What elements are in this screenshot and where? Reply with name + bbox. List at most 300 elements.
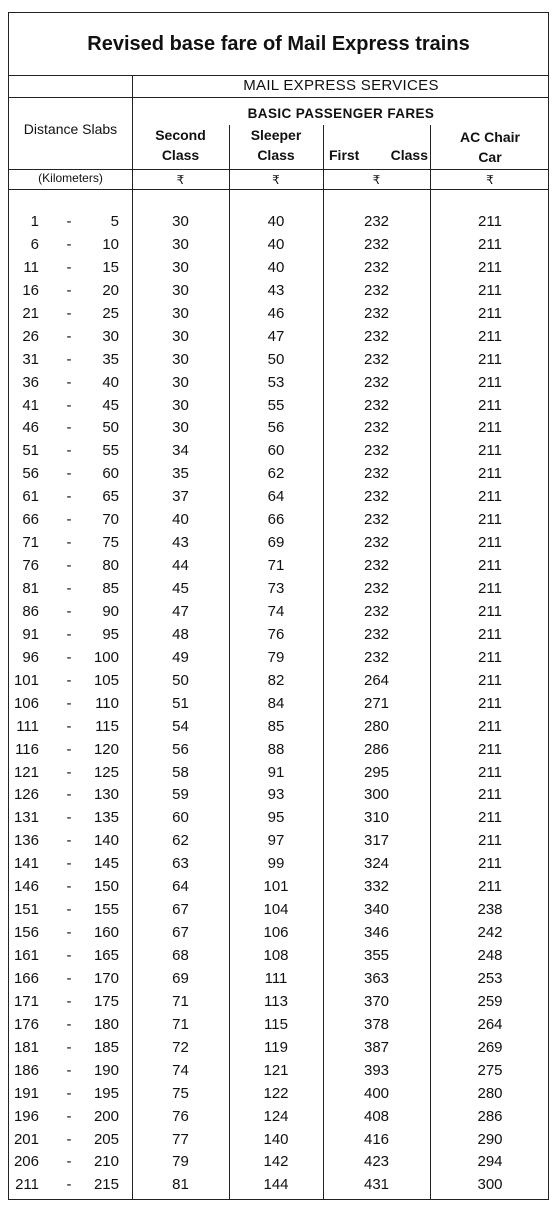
fare-first: 355 [363,947,390,964]
slab-to: 145 [93,855,119,873]
fare-second: 67 [172,924,189,942]
fare-sleeper: 140 [263,1130,289,1148]
table-row [9,624,548,647]
fare-sleeper: 46 [267,304,285,322]
fare-first: 232 [363,213,390,230]
subgroup-header: BASIC PASSENGER FARES [247,106,435,121]
slab-to: 25 [102,304,119,322]
fare-sleeper: 144 [263,1176,289,1194]
slab-to: 120 [93,740,119,758]
table-row [9,762,548,785]
table-row [9,326,548,349]
fare-ac-chair: 211 [478,281,502,299]
fare-ac-chair: 259 [477,992,503,1010]
slab-to: 190 [93,1061,119,1079]
table-row [9,647,548,670]
fare-second: 69 [172,969,189,987]
fare-second: 30 [172,304,189,322]
fare-second: 62 [172,832,189,850]
table-row [9,1174,548,1197]
slab-to: 205 [93,1130,119,1148]
table-row [9,784,548,807]
table-row [9,1083,548,1106]
slab-to: 105 [93,671,119,689]
slab-to: 165 [93,947,119,964]
fare-sleeper: 69 [267,534,285,552]
rupee-sleeper: ₹ [272,173,280,187]
fare-second: 40 [172,511,189,529]
fare-sleeper: 47 [267,327,285,345]
slab-to: 5 [110,213,119,230]
fare-second: 72 [172,1038,189,1056]
fare-second: 54 [172,717,189,735]
table-row [9,303,548,326]
fare-second: 58 [172,763,189,781]
rupee-second: ₹ [176,173,185,187]
fare-first: 232 [363,625,390,643]
slab-to: 95 [102,625,119,643]
fare-second: 48 [172,625,189,643]
table-row [9,739,548,762]
fare-ac-chair: 211 [478,396,502,414]
table-row [9,440,548,463]
fare-ac-chair: 211 [478,832,502,850]
fare-ac-chair: 253 [477,969,503,987]
fare-first: 317 [363,832,390,850]
slab-from: 196 [13,1107,39,1125]
range-dash: - [66,671,72,689]
range-dash: - [66,213,72,230]
fare-second: 79 [172,1153,189,1171]
table-row [9,1037,548,1060]
slab-to: 200 [93,1107,119,1125]
range-dash: - [66,419,72,437]
slab-from: 201 [13,1130,39,1148]
range-dash: - [66,1015,72,1033]
table-row [9,372,548,395]
range-dash: - [66,465,72,483]
fare-second: 30 [172,213,189,230]
fare-sleeper: 62 [267,465,285,483]
range-dash: - [66,373,72,391]
fare-first: 370 [363,992,390,1010]
slab-to: 55 [102,442,119,460]
slab-to: 30 [102,327,119,345]
fare-ac-chair: 211 [478,855,502,873]
divider-h3 [9,189,548,190]
fare-sleeper: 88 [267,740,285,758]
fare-sleeper: 97 [267,832,285,850]
divider-h2 [9,169,548,170]
slab-to: 60 [102,465,119,483]
fare-second: 30 [172,235,189,253]
table-row [9,395,548,418]
slab-to: 85 [102,580,119,597]
fare-ac-chair: 248 [477,947,503,964]
fare-first: 232 [363,534,390,552]
table-row [9,532,548,555]
slab-from: 211 [15,1176,39,1194]
slab-from: 156 [13,924,39,942]
fare-first: 324 [363,855,390,873]
range-dash: - [66,648,72,666]
slab-to: 20 [102,281,119,299]
slab-to: 150 [93,878,119,896]
fare-ac-chair: 300 [477,1176,503,1194]
fare-second: 77 [172,1130,189,1148]
fare-ac-chair: 211 [478,488,502,506]
fare-ac-chair: 211 [478,327,502,345]
page-title: Revised base fare of Mail Express trains [9,13,548,76]
fare-ac-chair: 211 [478,809,502,827]
fare-ac-chair: 211 [478,304,502,322]
fare-second: 43 [172,534,189,552]
table-row [9,1151,548,1174]
range-dash: - [66,1176,72,1194]
fare-sleeper: 79 [267,648,285,666]
table-row [9,1129,548,1152]
slab-from: 76 [22,557,39,575]
table-row [9,211,548,234]
slab-from: 111 [16,717,39,735]
rupee-first: ₹ [372,173,381,187]
slab-to: 10 [102,235,119,253]
fare-ac-chair: 280 [477,1084,503,1102]
slab-to: 90 [102,602,119,620]
fare-sleeper: 85 [267,717,285,735]
fare-sleeper: 73 [267,580,285,597]
fare-sleeper: 99 [267,855,285,873]
slab-to: 170 [93,969,119,987]
fare-sleeper: 93 [267,786,285,804]
range-dash: - [66,1061,72,1079]
fare-second: 34 [172,442,189,460]
slab-from: 101 [13,671,39,689]
slab-to: 130 [93,786,119,804]
range-dash: - [66,763,72,781]
range-dash: - [66,878,72,896]
table-row [9,830,548,853]
fare-ac-chair: 211 [478,373,502,391]
fare-second: 68 [172,947,189,964]
fare-second: 50 [172,671,189,689]
range-dash: - [66,901,72,919]
range-dash: - [66,396,72,414]
fare-sleeper: 104 [263,901,289,919]
slab-from: 21 [22,304,39,322]
fare-first: 332 [363,878,390,896]
table-row [9,670,548,693]
fare-sleeper: 82 [267,671,285,689]
col-first-line2: Class [390,147,428,163]
fare-second: 30 [172,281,189,299]
divider-h1-left [9,97,132,98]
rupee-ac: ₹ [486,173,494,187]
range-dash: - [66,534,72,552]
slab-from: 26 [22,327,39,345]
slab-from: 161 [13,947,39,964]
slab-from: 41 [22,396,39,414]
fare-first: 295 [363,763,390,781]
slab-to: 75 [102,534,119,552]
slab-from: 181 [13,1038,39,1056]
slab-to: 110 [95,694,119,712]
range-dash: - [66,1153,72,1171]
slab-from: 6 [30,235,39,253]
slab-to: 125 [93,763,119,781]
col-first-line1: First [329,147,360,163]
fare-sleeper: 55 [267,396,285,414]
range-dash: - [66,694,72,712]
table-row [9,1014,548,1037]
fare-sleeper: 101 [263,878,289,896]
table-body [9,211,548,1197]
fare-sleeper: 66 [267,511,285,529]
col-second-header [132,125,229,165]
col-ac-line1: AC Chair [460,129,520,145]
slab-to: 215 [93,1176,119,1194]
fare-second: 81 [172,1176,189,1194]
slab-to: 210 [93,1153,119,1171]
fare-sleeper: 84 [267,694,285,712]
slab-from: 171 [13,992,39,1010]
table-row [9,716,548,739]
slab-from: 96 [22,648,39,666]
slab-from: 81 [22,580,39,597]
fare-ac-chair: 211 [478,442,502,460]
fare-first: 387 [363,1038,390,1056]
fare-second: 45 [172,580,189,597]
col-second-line1: Second [155,127,206,143]
slab-to: 80 [102,557,119,575]
table-row [9,1060,548,1083]
table-row [9,945,548,968]
fare-ac-chair: 211 [478,671,502,689]
fare-ac-chair: 238 [477,901,503,919]
range-dash: - [66,717,72,735]
fare-ac-chair: 211 [478,625,502,643]
fare-second: 49 [172,648,189,666]
fare-ac-chair: 211 [478,258,502,276]
fare-sleeper: 122 [263,1084,289,1102]
table-row [9,1106,548,1129]
fare-first: 340 [363,901,390,919]
table-row [9,922,548,945]
fare-ac-chair: 211 [478,740,502,758]
slab-from: 166 [13,969,39,987]
fare-sleeper: 113 [264,992,288,1010]
fare-ac-chair: 275 [477,1061,503,1079]
fare-second: 56 [172,740,189,758]
fare-second: 30 [172,419,189,437]
fare-sleeper: 142 [263,1153,289,1171]
fare-sleeper: 124 [263,1107,289,1125]
slab-to: 100 [93,648,119,666]
fare-first: 232 [363,373,390,391]
table-row [9,807,548,830]
fare-second: 44 [172,557,189,575]
fare-first: 232 [363,419,390,437]
slab-from: 116 [15,740,39,758]
slab-from: 66 [22,511,39,529]
fare-sleeper: 76 [267,625,285,643]
fare-first: 232 [363,511,390,529]
fare-ac-chair: 211 [478,534,502,552]
fare-first: 271 [363,694,390,712]
group-header: MAIL EXPRESS SERVICES [243,77,439,94]
table-row [9,486,548,509]
fare-first: 232 [363,258,390,276]
fare-second: 35 [172,465,189,483]
slab-to: 140 [93,832,119,850]
slab-to: 40 [102,373,119,391]
slab-from: 91 [22,625,39,643]
range-dash: - [66,511,72,529]
slab-to: 70 [102,511,119,529]
range-dash: - [66,442,72,460]
range-dash: - [66,947,72,964]
fare-second: 30 [172,350,189,368]
fare-second: 30 [172,396,189,414]
fare-ac-chair: 211 [478,717,502,735]
fare-second: 71 [172,992,189,1010]
range-dash: - [66,304,72,322]
slab-from: 11 [23,258,39,276]
slab-from: 61 [22,488,39,506]
slab-to: 185 [93,1038,119,1056]
range-dash: - [66,969,72,987]
fare-first: 232 [363,396,390,414]
fare-first: 232 [363,327,390,345]
range-dash: - [66,488,72,506]
range-dash: - [66,855,72,873]
slab-to: 15 [102,258,119,276]
slab-to: 175 [93,992,119,1010]
fare-ac-chair: 290 [477,1130,503,1148]
fare-second: 74 [172,1061,189,1079]
col-sleeper-header [229,125,323,165]
fare-second: 71 [172,1015,189,1033]
slab-to: 160 [93,924,119,942]
fare-first: 232 [363,281,390,299]
slab-to: 65 [102,488,119,506]
range-dash: - [66,580,72,597]
fare-ac-chair: 211 [478,694,502,712]
range-dash: - [66,809,72,827]
fare-first: 363 [363,969,390,987]
range-dash: - [66,992,72,1010]
slab-to: 35 [102,350,119,368]
fare-second: 63 [172,855,189,873]
fare-sleeper: 115 [264,1015,288,1033]
range-dash: - [66,258,72,276]
fare-ac-chair: 294 [477,1153,503,1171]
fare-first: 232 [363,442,390,460]
col-ac-line2: Car [478,149,502,165]
table-row [9,899,548,922]
slab-from: 36 [22,373,39,391]
fare-sleeper: 40 [267,258,285,276]
fare-ac-chair: 211 [478,419,502,437]
slab-from: 136 [13,832,39,850]
fare-first: 393 [363,1061,390,1079]
slab-from: 206 [13,1153,39,1171]
slab-to: 135 [93,809,119,827]
table-row [9,578,548,601]
fare-first: 232 [363,488,390,506]
fare-ac-chair: 211 [478,878,502,896]
km-header: (Kilometers) [38,171,103,185]
fare-second: 51 [172,694,189,712]
fare-first: 264 [363,671,390,689]
range-dash: - [66,602,72,620]
fare-first: 408 [363,1107,390,1125]
slab-from: 121 [13,763,39,781]
table-row [9,349,548,372]
fare-first: 378 [363,1015,390,1033]
range-dash: - [66,832,72,850]
fare-first: 232 [363,648,390,666]
fare-second: 30 [172,258,189,276]
table-row [9,509,548,532]
fare-sleeper: 56 [267,419,285,437]
range-dash: - [66,924,72,942]
fare-first: 416 [363,1130,390,1148]
fare-sleeper: 40 [267,235,285,253]
fare-second: 37 [172,488,189,506]
table-row [9,463,548,486]
fare-second: 64 [172,878,189,896]
fare-ac-chair: 211 [478,465,502,483]
slab-to: 180 [93,1015,119,1033]
col-sleeper-line2: Class [257,147,295,163]
table-row [9,601,548,624]
slab-from: 191 [13,1084,39,1102]
fare-sleeper: 111 [264,969,288,987]
table-row [9,417,548,440]
fare-first: 423 [363,1153,390,1171]
fare-ac-chair: 211 [478,648,502,666]
fare-sleeper: 119 [264,1038,288,1056]
fare-first: 232 [363,557,390,575]
fare-ac-chair: 242 [477,924,503,942]
table-row [9,555,548,578]
slab-from: 186 [13,1061,39,1079]
slab-from: 51 [22,442,39,460]
slab-to: 195 [93,1084,119,1102]
fare-sleeper: 43 [267,281,285,299]
fare-first: 346 [363,924,390,942]
slab-from: 151 [13,901,39,919]
slab-to: 50 [102,419,119,437]
slab-from: 71 [22,534,39,552]
table-row [9,234,548,257]
fare-second: 75 [172,1084,189,1102]
fare-first: 286 [363,740,390,758]
fare-ac-chair: 211 [478,580,502,597]
distance-header: Distance Slabs [23,121,118,137]
slab-from: 31 [22,350,39,368]
fare-ac-chair: 211 [478,557,502,575]
fare-sleeper: 50 [267,350,285,368]
fare-ac-chair: 211 [478,763,502,781]
fare-sleeper: 121 [263,1061,289,1079]
slab-from: 86 [22,602,39,620]
fare-ac-chair: 211 [478,213,502,230]
slab-from: 176 [13,1015,39,1033]
range-dash: - [66,1084,72,1102]
fare-sleeper: 71 [267,557,285,575]
